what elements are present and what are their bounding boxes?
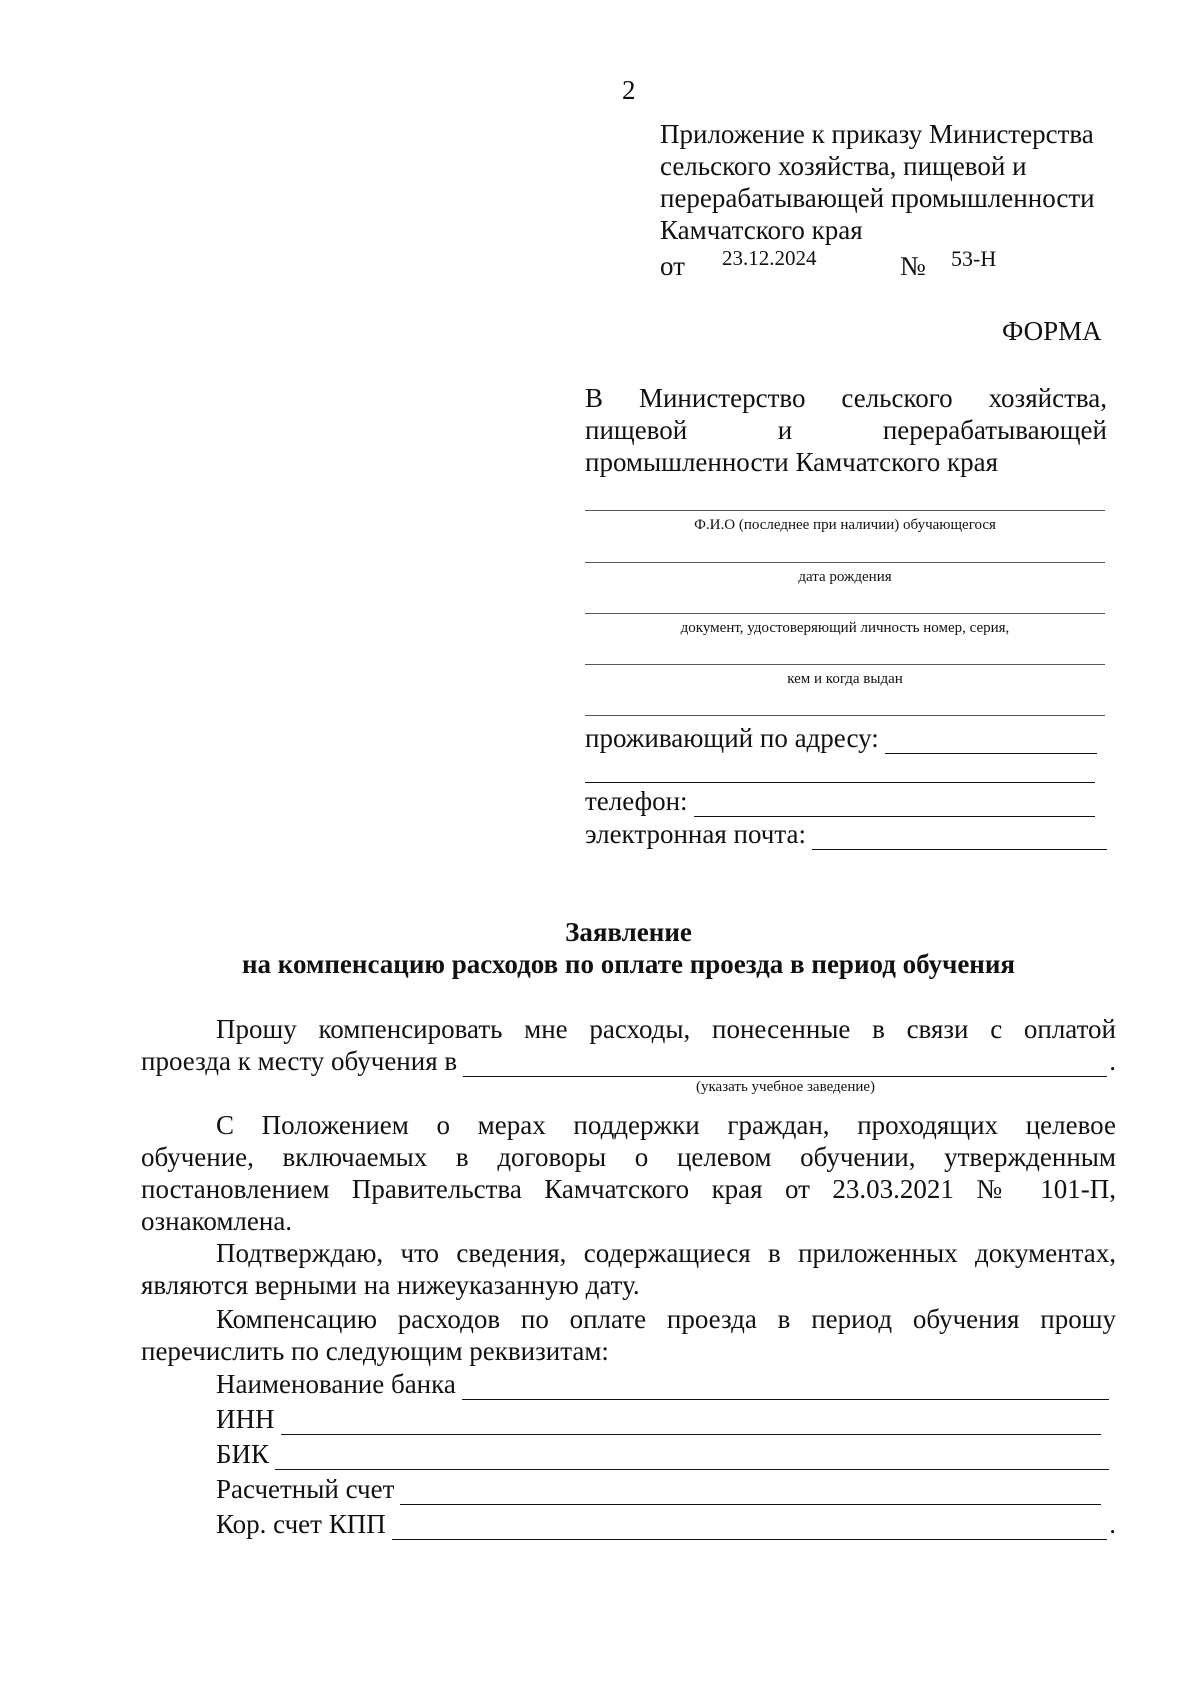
institution-field[interactable] xyxy=(141,1045,1116,1077)
issued-by-caption: кем и когда выдан xyxy=(787,671,903,687)
header-line: перерабатывающей промышленности xyxy=(660,183,1095,213)
paragraph-line: постановлением Правительства Камчатского края от 23.03.2021 № 101-П, xyxy=(141,1174,1116,1204)
order-number: 53-Н xyxy=(951,246,997,271)
paragraph-regulation xyxy=(141,1109,1116,1237)
inn-label: ИНН xyxy=(216,1404,275,1434)
header-line: сельского хозяйства, пищевой и xyxy=(660,151,1027,181)
header-line: Приложение к приказу Министерства xyxy=(660,119,1094,149)
corr-account-period: . xyxy=(1109,1509,1116,1539)
paragraph-line: С Положением о мерах поддержки граждан, проходящих целевое xyxy=(216,1110,1116,1140)
paragraph-line: Подтверждаю, что сведения, содержащиеся в приложенных документах, xyxy=(216,1238,1116,1268)
email-input-line[interactable] xyxy=(812,825,1107,850)
statement-title: Заявление xyxy=(565,917,692,947)
bik-label: БИК xyxy=(216,1439,270,1469)
birth-date-caption: дата рождения xyxy=(798,569,892,585)
birth-date-line[interactable] xyxy=(585,562,1105,563)
statement-subtitle: на компенсацию расходов по оплате проезда в период обучения xyxy=(241,949,1016,979)
address-field[interactable] xyxy=(585,722,1097,754)
address-input-line[interactable] xyxy=(885,729,1097,754)
paragraph-line: Компенсацию расходов по оплате проезда в период обучения прошу xyxy=(216,1304,1116,1334)
address-continuation-line[interactable] xyxy=(585,782,1095,783)
header-line: Камчатского края xyxy=(660,215,863,245)
addressee-word: хозяйства, xyxy=(988,383,1107,413)
bank-name-field[interactable] xyxy=(216,1368,1109,1400)
order-number-label: № xyxy=(900,251,926,281)
institution-label: проезда к месту обучения в xyxy=(141,1046,458,1076)
page-number: 2 xyxy=(622,75,636,105)
account-input-line[interactable] xyxy=(400,1480,1101,1505)
addressee-word: перерабатывающей xyxy=(882,415,1107,445)
corr-account-input-line[interactable] xyxy=(392,1515,1108,1540)
address-label: проживающий по адресу: xyxy=(585,723,879,753)
paragraph-line: обучение, включаемых в договоры о целевом обучении, утвержденным xyxy=(141,1142,1116,1172)
account-field[interactable] xyxy=(216,1473,1101,1505)
phone-label: телефон: xyxy=(585,786,688,816)
addressee-line: промышленности Камчатского края xyxy=(585,447,999,477)
inn-field[interactable] xyxy=(216,1403,1101,1435)
bik-field[interactable] xyxy=(216,1438,1109,1470)
addressee-word: пищевой xyxy=(585,415,688,445)
fio-caption: Ф.И.О (последнее при наличии) обучающегося xyxy=(694,517,996,533)
paragraph-line: ознакомлена. xyxy=(141,1206,293,1236)
account-label: Расчетный счет xyxy=(216,1474,395,1504)
order-from-label: от xyxy=(660,251,685,281)
institution-input-line[interactable] xyxy=(463,1052,1107,1077)
inn-input-line[interactable] xyxy=(281,1410,1102,1435)
id-document-line[interactable] xyxy=(585,613,1105,614)
paragraph-transfer xyxy=(141,1303,1116,1367)
email-label: электронная почта: xyxy=(585,819,806,849)
form-label: ФОРМА xyxy=(1002,316,1102,346)
paragraph-confirmation xyxy=(141,1237,1116,1301)
paragraph-request xyxy=(141,1013,1116,1077)
phone-input-line[interactable] xyxy=(694,792,1095,817)
paragraph-line: являются верными на нижеуказанную дату. xyxy=(141,1270,640,1300)
order-date: 23.12.2024 xyxy=(722,246,817,270)
paragraph-line: перечислить по следующим реквизитам: xyxy=(141,1336,609,1366)
order-appendix-header xyxy=(660,118,1130,246)
bik-input-line[interactable] xyxy=(275,1445,1109,1470)
id-document-caption: документ, удостоверяющий личность номер, серия, xyxy=(680,620,1010,636)
addressee-word: В xyxy=(585,383,604,413)
institution-period: . xyxy=(1109,1046,1116,1076)
fio-line[interactable] xyxy=(585,510,1105,511)
institution-caption: (указать учебное заведение) xyxy=(696,1079,876,1095)
bank-name-label: Наименование банка xyxy=(216,1369,456,1399)
extra-line[interactable] xyxy=(585,715,1105,716)
corr-account-field[interactable] xyxy=(216,1508,1116,1540)
corr-account-label: Кор. счет КПП xyxy=(216,1509,386,1539)
addressee-block xyxy=(585,382,1107,478)
addressee-word: и xyxy=(777,415,793,445)
issued-by-line[interactable] xyxy=(585,664,1105,665)
addressee-word: сельского xyxy=(841,383,953,413)
bank-name-input-line[interactable] xyxy=(462,1375,1109,1400)
paragraph-line: Прошу компенсировать мне расходы, понесенные в связи с оплатой xyxy=(216,1014,1116,1044)
phone-field[interactable] xyxy=(585,785,1095,817)
email-field[interactable] xyxy=(585,818,1107,850)
addressee-word: Министерство xyxy=(638,383,806,413)
